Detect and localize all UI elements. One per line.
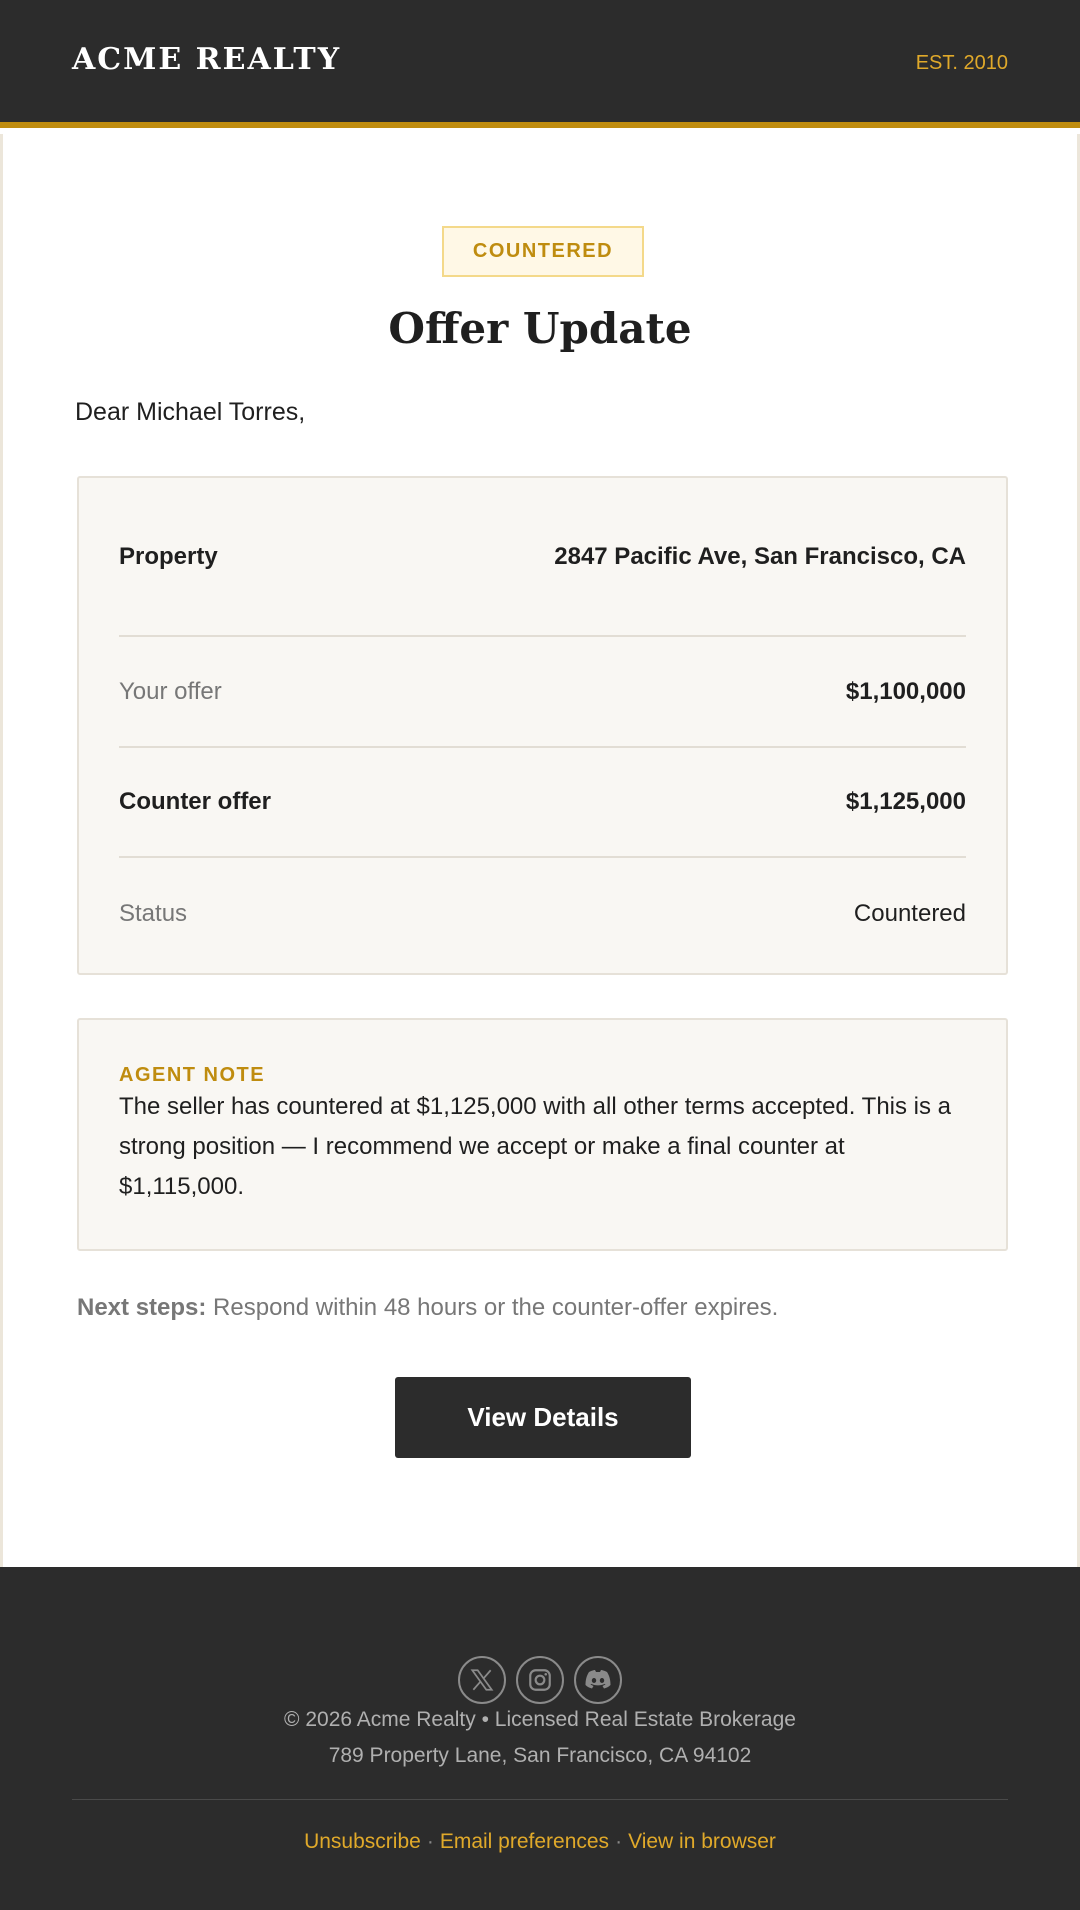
detail-value: 2847 Pacific Ave, San Francisco, CA [554, 543, 966, 570]
agent-note-card [77, 1018, 1008, 1251]
footer-divider [72, 1799, 1008, 1800]
detail-row-counter-offer [119, 748, 966, 858]
agent-note-text: The seller has countered at $1,125,000 with all other terms accepted. This is a strong position — I recommend we accept or make a final counter at $1,115,000. [119, 1093, 952, 1200]
detail-label: Your offer [119, 677, 222, 705]
next-steps-label: Next steps: [77, 1294, 207, 1321]
next-steps-text: Respond within 48 hours or the counter-offer expires. [213, 1294, 779, 1321]
email-preferences-link[interactable]: Email preferences [439, 1830, 610, 1853]
brand-logo: ACME REALTY [72, 42, 342, 77]
address-text: 789 Property Lane, San Francisco, CA 94102 [328, 1744, 752, 1767]
detail-row-your-offer [119, 637, 966, 748]
separator: · [426, 1830, 434, 1853]
detail-value: Countered [853, 900, 966, 927]
discord-icon[interactable] [574, 1656, 622, 1704]
agent-note-label: AGENT NOTE [119, 1064, 266, 1086]
social-links [0, 1656, 1080, 1704]
detail-label: Status [119, 900, 188, 927]
detail-label: Counter offer [119, 788, 271, 815]
offer-details-card [77, 476, 1008, 975]
x-icon[interactable] [458, 1656, 506, 1704]
header [0, 0, 1080, 128]
view-details-button[interactable]: View Details [395, 1377, 691, 1458]
detail-row-status [119, 858, 966, 970]
next-steps [77, 1294, 778, 1322]
footer-links [0, 1830, 1080, 1854]
copyright-text: © 2026 Acme Realty • Licensed Real Estate Brokerage [284, 1708, 796, 1731]
email-body [0, 134, 1080, 1567]
greeting: Dear Michael Torres, [75, 398, 306, 426]
page-title: Offer Update [388, 304, 692, 353]
separator: · [615, 1830, 623, 1853]
status-badge: COUNTERED [442, 226, 644, 277]
detail-row-property [119, 478, 966, 637]
footer [0, 1567, 1080, 1910]
unsubscribe-link[interactable]: Unsubscribe [304, 1830, 421, 1853]
established-text: EST. 2010 [915, 52, 1008, 74]
detail-label: Property [119, 542, 218, 570]
detail-value: $1,125,000 [845, 788, 966, 815]
detail-value: $1,100,000 [845, 677, 966, 705]
instagram-icon[interactable] [516, 1656, 564, 1704]
view-in-browser-link[interactable]: View in browser [628, 1830, 776, 1853]
